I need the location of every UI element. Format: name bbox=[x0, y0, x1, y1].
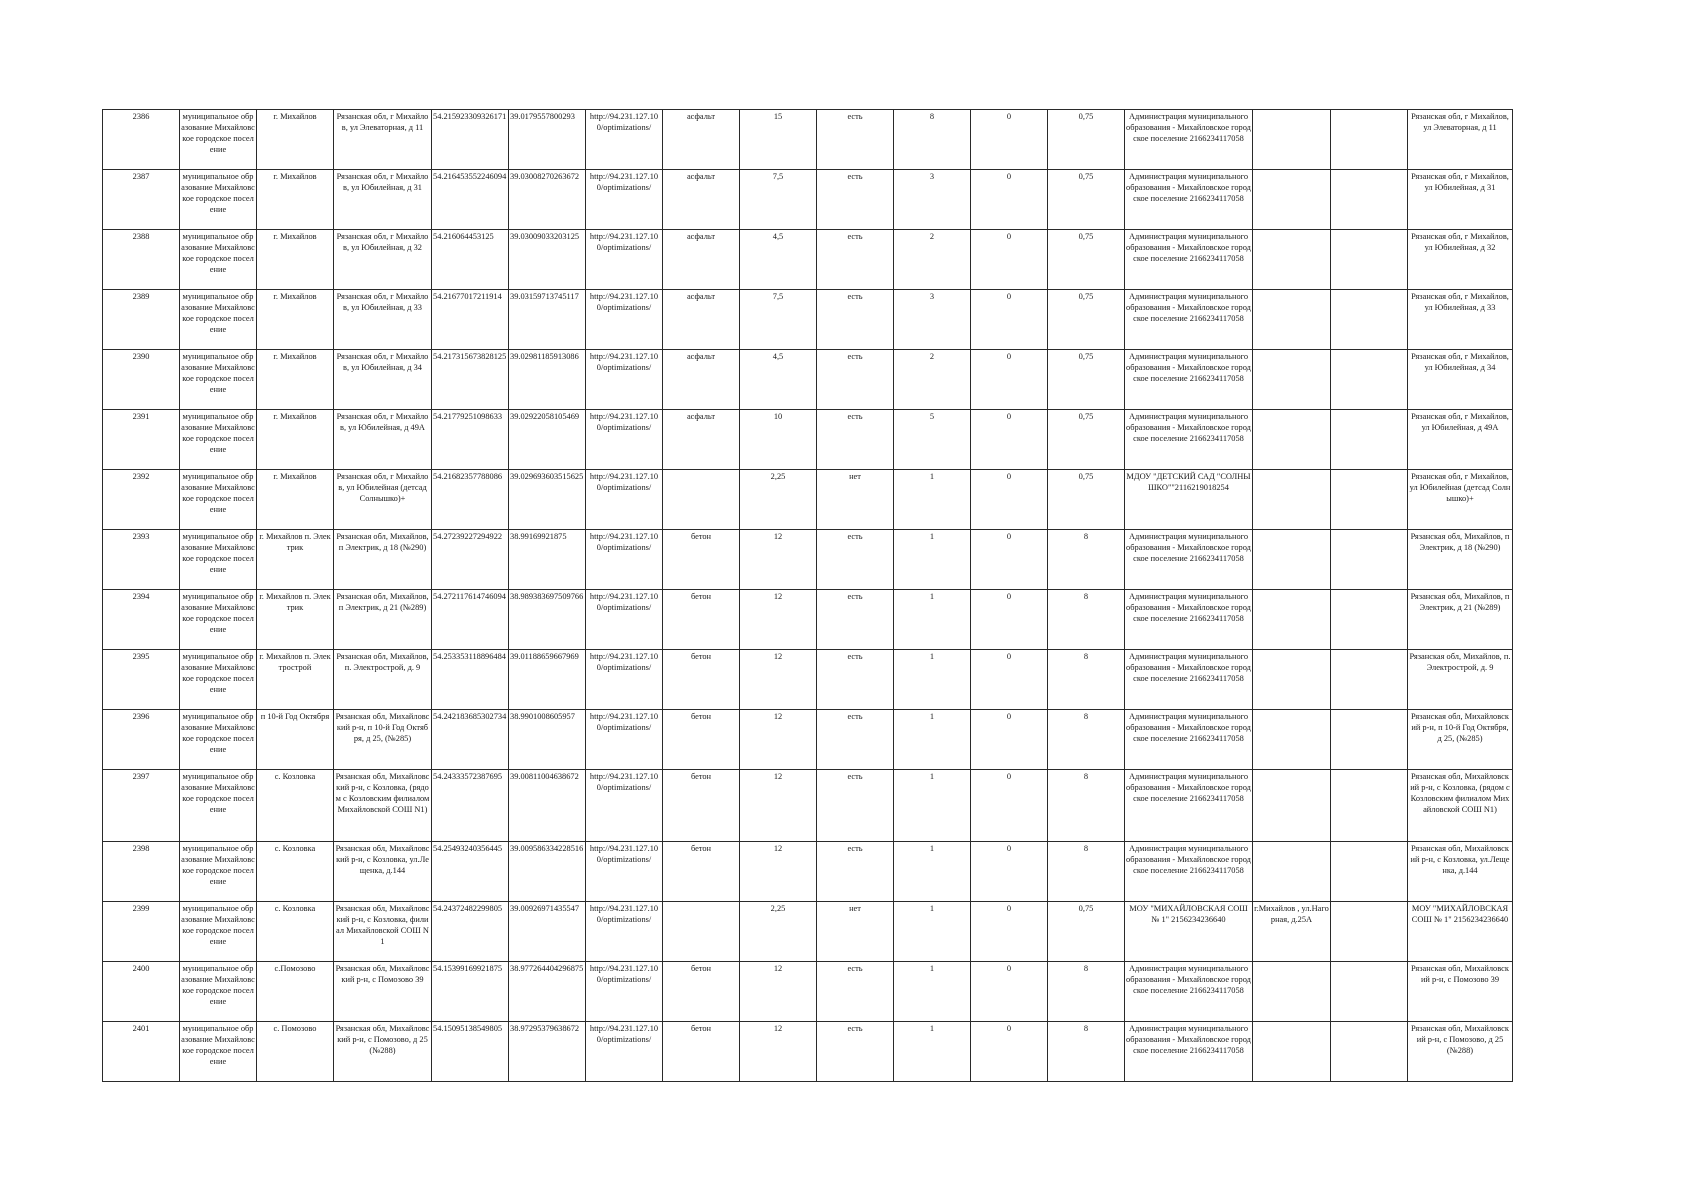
row-id-cell: 2391 bbox=[103, 410, 180, 470]
municipality-cell: муниципальное образование Михайловское городское поселение bbox=[180, 590, 257, 650]
containers-cell: 2 bbox=[894, 230, 971, 290]
longitude-cell: 39.0179557800293 bbox=[509, 110, 586, 170]
latitude-cell: 54.216453552246094 bbox=[432, 170, 509, 230]
surface-cell: асфальт bbox=[663, 290, 740, 350]
link-cell[interactable]: http://94.231.127.100/optimizations/ bbox=[586, 770, 663, 842]
area-cell: 2,25 bbox=[740, 470, 817, 530]
owner-cell: Администрация муниципального образования - Михайловское городское поселение 2166234117058 bbox=[1125, 530, 1253, 590]
owner-address-cell bbox=[1253, 530, 1331, 590]
source-cell: Рязанская обл, г Михайлов, ул Юбилейная, д 34 bbox=[1408, 350, 1513, 410]
surface-cell: бетон bbox=[663, 650, 740, 710]
owner-cell: Администрация муниципального образования - Михайловское городское поселение 2166234117058 bbox=[1125, 410, 1253, 470]
fence-cell: есть bbox=[817, 170, 894, 230]
row-id-cell: 2401 bbox=[103, 1022, 180, 1082]
table-row bbox=[103, 170, 1513, 230]
containers-planned-cell: 0 bbox=[971, 230, 1048, 290]
source-cell: Рязанская обл, г Михайлов, ул Юбилейная (детсад Солнышко)+ bbox=[1408, 470, 1513, 530]
source-cell: МОУ "МИХАЙЛОВСКАЯ СОШ № 1" 2156234236640 bbox=[1408, 902, 1513, 962]
link-cell[interactable]: http://94.231.127.100/optimizations/ bbox=[586, 1022, 663, 1082]
owner-cell: Администрация муниципального образования - Михайловское городское поселение 2166234117058 bbox=[1125, 170, 1253, 230]
containers-planned-cell: 0 bbox=[971, 902, 1048, 962]
surface-cell bbox=[663, 902, 740, 962]
volume-cell: 0,75 bbox=[1048, 410, 1125, 470]
address-cell: Рязанская обл, Михайловский р-н, с Козловка, ул.Лещенка, д.144 bbox=[334, 842, 432, 902]
longitude-cell: 39.03008270263672 bbox=[509, 170, 586, 230]
source-cell: Рязанская обл, г Михайлов, ул Юбилейная, д 32 bbox=[1408, 230, 1513, 290]
volume-cell: 8 bbox=[1048, 590, 1125, 650]
address-cell: Рязанская обл, г Михайлов, ул Юбилейная, д 33 bbox=[334, 290, 432, 350]
surface-cell: бетон bbox=[663, 962, 740, 1022]
locality-cell: г. Михайлов bbox=[257, 410, 334, 470]
surface-cell: асфальт bbox=[663, 170, 740, 230]
owner-address-cell bbox=[1253, 470, 1331, 530]
locality-cell: с. Козловка bbox=[257, 770, 334, 842]
owner-address-cell bbox=[1253, 1022, 1331, 1082]
link-cell[interactable]: http://94.231.127.100/optimizations/ bbox=[586, 530, 663, 590]
municipality-cell: муниципальное образование Михайловское городское поселение bbox=[180, 650, 257, 710]
latitude-cell: 54.272117614746094 bbox=[432, 590, 509, 650]
row-id-cell: 2392 bbox=[103, 470, 180, 530]
extra-cell bbox=[1331, 770, 1408, 842]
address-cell: Рязанская обл, Михайловский р-н, п 10-й Год Октября, д 25, (№285) bbox=[334, 710, 432, 770]
area-cell: 4,5 bbox=[740, 350, 817, 410]
longitude-cell: 38.977264404296875 bbox=[509, 962, 586, 1022]
latitude-cell: 54.215923309326171 bbox=[432, 110, 509, 170]
address-cell: Рязанская обл, г Михайлов, ул Юбилейная (детсад Солнышко)+ bbox=[334, 470, 432, 530]
row-id-cell: 2389 bbox=[103, 290, 180, 350]
owner-cell: Администрация муниципального образования - Михайловское городское поселение 2166234117058 bbox=[1125, 842, 1253, 902]
containers-cell: 5 bbox=[894, 410, 971, 470]
area-cell: 15 bbox=[740, 110, 817, 170]
row-id-cell: 2398 bbox=[103, 842, 180, 902]
fence-cell: нет bbox=[817, 902, 894, 962]
fence-cell: есть bbox=[817, 650, 894, 710]
source-cell: Рязанская обл, г Михайлов, ул Юбилейная, д 49А bbox=[1408, 410, 1513, 470]
table-row bbox=[103, 530, 1513, 590]
owner-cell: МДОУ "ДЕТСКИЙ САД "СОЛНЫШКО""2116219018254 bbox=[1125, 470, 1253, 530]
area-cell: 2,25 bbox=[740, 902, 817, 962]
locality-cell: г. Михайлов bbox=[257, 470, 334, 530]
address-cell: Рязанская обл, Михайловский р-н, с Козловка, (рядом с Козловским филиалом Михайловской СОШ N1) bbox=[334, 770, 432, 842]
owner-address-cell bbox=[1253, 842, 1331, 902]
source-cell: Рязанская обл, г Михайлов, ул Юбилейная, д 31 bbox=[1408, 170, 1513, 230]
table-row bbox=[103, 650, 1513, 710]
registry-table bbox=[102, 109, 1513, 1082]
table-row bbox=[103, 770, 1513, 842]
row-id-cell: 2390 bbox=[103, 350, 180, 410]
extra-cell bbox=[1331, 110, 1408, 170]
containers-cell: 1 bbox=[894, 770, 971, 842]
area-cell: 12 bbox=[740, 770, 817, 842]
address-cell: Рязанская обл, Михайлов, п. Электрострой, д. 9 bbox=[334, 650, 432, 710]
fence-cell: есть bbox=[817, 110, 894, 170]
municipality-cell: муниципальное образование Михайловское городское поселение bbox=[180, 110, 257, 170]
municipality-cell: муниципальное образование Михайловское городское поселение bbox=[180, 770, 257, 842]
containers-planned-cell: 0 bbox=[971, 350, 1048, 410]
latitude-cell: 54.25493240356445 bbox=[432, 842, 509, 902]
containers-planned-cell: 0 bbox=[971, 650, 1048, 710]
area-cell: 12 bbox=[740, 962, 817, 1022]
containers-cell: 8 bbox=[894, 110, 971, 170]
volume-cell: 8 bbox=[1048, 710, 1125, 770]
fence-cell: есть bbox=[817, 1022, 894, 1082]
containers-planned-cell: 0 bbox=[971, 770, 1048, 842]
locality-cell: с. Помозово bbox=[257, 1022, 334, 1082]
address-cell: Рязанская обл, Михайловский р-н, с Козловка, филиал Михайловской СОШ N1 bbox=[334, 902, 432, 962]
address-cell: Рязанская обл, Михайлов, п Электрик, д 21 (№289) bbox=[334, 590, 432, 650]
source-cell: Рязанская обл, Михайлов, п Электрик, д 21 (№289) bbox=[1408, 590, 1513, 650]
latitude-cell: 54.27239227294922 bbox=[432, 530, 509, 590]
containers-planned-cell: 0 bbox=[971, 1022, 1048, 1082]
volume-cell: 0,75 bbox=[1048, 110, 1125, 170]
surface-cell: асфальт bbox=[663, 350, 740, 410]
containers-cell: 1 bbox=[894, 650, 971, 710]
extra-cell bbox=[1331, 410, 1408, 470]
link-cell[interactable]: http://94.231.127.100/optimizations/ bbox=[586, 962, 663, 1022]
municipality-cell: муниципальное образование Михайловское городское поселение bbox=[180, 170, 257, 230]
volume-cell: 0,75 bbox=[1048, 350, 1125, 410]
volume-cell: 8 bbox=[1048, 842, 1125, 902]
fence-cell: есть bbox=[817, 590, 894, 650]
surface-cell: бетон bbox=[663, 590, 740, 650]
link-cell[interactable]: http://94.231.127.100/optimizations/ bbox=[586, 650, 663, 710]
source-cell: Рязанская обл, г Михайлов, ул Юбилейная, д 33 bbox=[1408, 290, 1513, 350]
latitude-cell: 54.15399169921875 bbox=[432, 962, 509, 1022]
owner-cell: Администрация муниципального образования - Михайловское городское поселение 2166234117058 bbox=[1125, 710, 1253, 770]
link-cell[interactable]: http://94.231.127.100/optimizations/ bbox=[586, 110, 663, 170]
locality-cell: г. Михайлов bbox=[257, 170, 334, 230]
volume-cell: 8 bbox=[1048, 770, 1125, 842]
containers-cell: 1 bbox=[894, 710, 971, 770]
table-row bbox=[103, 110, 1513, 170]
link-cell[interactable]: http://94.231.127.100/optimizations/ bbox=[586, 842, 663, 902]
address-cell: Рязанская обл, г Михайлов, ул Юбилейная, д 31 bbox=[334, 170, 432, 230]
owner-address-cell bbox=[1253, 590, 1331, 650]
area-cell: 4,5 bbox=[740, 230, 817, 290]
owner-address-cell bbox=[1253, 650, 1331, 710]
link-cell[interactable]: http://94.231.127.100/optimizations/ bbox=[586, 410, 663, 470]
locality-cell: г. Михайлов bbox=[257, 290, 334, 350]
link-cell[interactable]: http://94.231.127.100/optimizations/ bbox=[586, 902, 663, 962]
row-id-cell: 2399 bbox=[103, 902, 180, 962]
municipality-cell: муниципальное образование Михайловское городское поселение bbox=[180, 962, 257, 1022]
link-cell[interactable]: http://94.231.127.100/optimizations/ bbox=[586, 470, 663, 530]
table-row bbox=[103, 710, 1513, 770]
table-row bbox=[103, 962, 1513, 1022]
extra-cell bbox=[1331, 530, 1408, 590]
latitude-cell: 54.24333572387695 bbox=[432, 770, 509, 842]
area-cell: 12 bbox=[740, 590, 817, 650]
volume-cell: 8 bbox=[1048, 650, 1125, 710]
owner-address-cell bbox=[1253, 110, 1331, 170]
fence-cell: есть bbox=[817, 530, 894, 590]
municipality-cell: муниципальное образование Михайловское городское поселение bbox=[180, 350, 257, 410]
municipality-cell: муниципальное образование Михайловское городское поселение bbox=[180, 230, 257, 290]
source-cell: Рязанская обл, Михайловский р-н, с Помозово, д 25 (№288) bbox=[1408, 1022, 1513, 1082]
latitude-cell: 54.24372482299805 bbox=[432, 902, 509, 962]
containers-planned-cell: 0 bbox=[971, 110, 1048, 170]
link-cell[interactable]: http://94.231.127.100/optimizations/ bbox=[586, 170, 663, 230]
row-id-cell: 2397 bbox=[103, 770, 180, 842]
surface-cell: асфальт bbox=[663, 410, 740, 470]
table-row bbox=[103, 1022, 1513, 1082]
municipality-cell: муниципальное образование Михайловское городское поселение bbox=[180, 290, 257, 350]
containers-cell: 1 bbox=[894, 1022, 971, 1082]
extra-cell bbox=[1331, 710, 1408, 770]
latitude-cell: 54.15095138549805 bbox=[432, 1022, 509, 1082]
area-cell: 12 bbox=[740, 842, 817, 902]
containers-planned-cell: 0 bbox=[971, 710, 1048, 770]
owner-cell: Администрация муниципального образования - Михайловское городское поселение 2166234117058 bbox=[1125, 350, 1253, 410]
volume-cell: 0,75 bbox=[1048, 230, 1125, 290]
extra-cell bbox=[1331, 470, 1408, 530]
volume-cell: 8 bbox=[1048, 1022, 1125, 1082]
municipality-cell: муниципальное образование Михайловское городское поселение bbox=[180, 410, 257, 470]
surface-cell: асфальт bbox=[663, 110, 740, 170]
fence-cell: есть bbox=[817, 842, 894, 902]
surface-cell: асфальт bbox=[663, 230, 740, 290]
municipality-cell: муниципальное образование Михайловское городское поселение bbox=[180, 902, 257, 962]
longitude-cell: 39.00926971435547 bbox=[509, 902, 586, 962]
containers-planned-cell: 0 bbox=[971, 470, 1048, 530]
containers-cell: 1 bbox=[894, 590, 971, 650]
surface-cell: бетон bbox=[663, 842, 740, 902]
containers-planned-cell: 0 bbox=[971, 842, 1048, 902]
longitude-cell: 38.9901008605957 bbox=[509, 710, 586, 770]
containers-cell: 3 bbox=[894, 290, 971, 350]
extra-cell bbox=[1331, 842, 1408, 902]
link-cell[interactable]: http://94.231.127.100/optimizations/ bbox=[586, 290, 663, 350]
fence-cell: есть bbox=[817, 770, 894, 842]
surface-cell bbox=[663, 470, 740, 530]
containers-planned-cell: 0 bbox=[971, 410, 1048, 470]
table-row bbox=[103, 590, 1513, 650]
extra-cell bbox=[1331, 1022, 1408, 1082]
owner-address-cell bbox=[1253, 230, 1331, 290]
extra-cell bbox=[1331, 902, 1408, 962]
table-row bbox=[103, 902, 1513, 962]
volume-cell: 8 bbox=[1048, 962, 1125, 1022]
owner-cell: Администрация муниципального образования - Михайловское городское поселение 2166234117058 bbox=[1125, 650, 1253, 710]
extra-cell bbox=[1331, 290, 1408, 350]
owner-cell: Администрация муниципального образования - Михайловское городское поселение 2166234117058 bbox=[1125, 230, 1253, 290]
latitude-cell: 54.253353118896484 bbox=[432, 650, 509, 710]
surface-cell: бетон bbox=[663, 710, 740, 770]
longitude-cell: 39.03159713745117 bbox=[509, 290, 586, 350]
owner-address-cell bbox=[1253, 350, 1331, 410]
area-cell: 7,5 bbox=[740, 290, 817, 350]
volume-cell: 0,75 bbox=[1048, 470, 1125, 530]
row-id-cell: 2394 bbox=[103, 590, 180, 650]
table-row bbox=[103, 350, 1513, 410]
owner-cell: МОУ "МИХАЙЛОВСКАЯ СОШ № 1" 2156234236640 bbox=[1125, 902, 1253, 962]
owner-address-cell bbox=[1253, 170, 1331, 230]
owner-cell: Администрация муниципального образования - Михайловское городское поселение 2166234117058 bbox=[1125, 290, 1253, 350]
surface-cell: бетон bbox=[663, 770, 740, 842]
containers-cell: 2 bbox=[894, 350, 971, 410]
locality-cell: г. Михайлов bbox=[257, 230, 334, 290]
address-cell: Рязанская обл, Михайловский р-н, с Помозово, д 25 (№288) bbox=[334, 1022, 432, 1082]
municipality-cell: муниципальное образование Михайловское городское поселение bbox=[180, 842, 257, 902]
longitude-cell: 39.009586334228516 bbox=[509, 842, 586, 902]
latitude-cell: 54.21682357788086 bbox=[432, 470, 509, 530]
containers-planned-cell: 0 bbox=[971, 530, 1048, 590]
area-cell: 12 bbox=[740, 530, 817, 590]
link-cell[interactable]: http://94.231.127.100/optimizations/ bbox=[586, 590, 663, 650]
longitude-cell: 39.029693603515625 bbox=[509, 470, 586, 530]
source-cell: Рязанская обл, Михайловский р-н, с Помозово 39 bbox=[1408, 962, 1513, 1022]
fence-cell: есть bbox=[817, 410, 894, 470]
source-cell: Рязанская обл, Михайловский р-н, с Козловка, ул.Лещенка, д.144 bbox=[1408, 842, 1513, 902]
fence-cell: есть bbox=[817, 710, 894, 770]
owner-address-cell bbox=[1253, 962, 1331, 1022]
locality-cell: г. Михайлов п. Электрик bbox=[257, 590, 334, 650]
longitude-cell: 39.00811004638672 bbox=[509, 770, 586, 842]
fence-cell: нет bbox=[817, 470, 894, 530]
address-cell: Рязанская обл, г Михайлов, ул Юбилейная, д 49А bbox=[334, 410, 432, 470]
extra-cell bbox=[1331, 170, 1408, 230]
owner-cell: Администрация муниципального образования - Михайловское городское поселение 2166234117058 bbox=[1125, 110, 1253, 170]
extra-cell bbox=[1331, 590, 1408, 650]
municipality-cell: муниципальное образование Михайловское городское поселение bbox=[180, 530, 257, 590]
containers-cell: 1 bbox=[894, 902, 971, 962]
longitude-cell: 39.02922058105469 bbox=[509, 410, 586, 470]
surface-cell: бетон bbox=[663, 530, 740, 590]
owner-cell: Администрация муниципального образования - Михайловское городское поселение 2166234117058 bbox=[1125, 1022, 1253, 1082]
source-cell: Рязанская обл, г Михайлов, ул Элеваторная, д 11 bbox=[1408, 110, 1513, 170]
fence-cell: есть bbox=[817, 962, 894, 1022]
locality-cell: п 10-й Год Октября bbox=[257, 710, 334, 770]
owner-address-cell bbox=[1253, 770, 1331, 842]
volume-cell: 0,75 bbox=[1048, 290, 1125, 350]
municipality-cell: муниципальное образование Михайловское городское поселение bbox=[180, 1022, 257, 1082]
containers-planned-cell: 0 bbox=[971, 290, 1048, 350]
extra-cell bbox=[1331, 230, 1408, 290]
address-cell: Рязанская обл, Михайлов, п Электрик, д 18 (№290) bbox=[334, 530, 432, 590]
locality-cell: с. Козловка bbox=[257, 842, 334, 902]
row-id-cell: 2395 bbox=[103, 650, 180, 710]
longitude-cell: 38.97295379638672 bbox=[509, 1022, 586, 1082]
locality-cell: г. Михайлов bbox=[257, 110, 334, 170]
source-cell: Рязанская обл, Михайловский р-н, с Козловка, (рядом с Козловским филиалом Михайловской СОШ N1) bbox=[1408, 770, 1513, 842]
latitude-cell: 54.216064453125 bbox=[432, 230, 509, 290]
table-row bbox=[103, 470, 1513, 530]
owner-cell: Администрация муниципального образования - Михайловское городское поселение 2166234117058 bbox=[1125, 770, 1253, 842]
containers-planned-cell: 0 bbox=[971, 962, 1048, 1022]
address-cell: Рязанская обл, Михайловский р-н, с Помозово 39 bbox=[334, 962, 432, 1022]
locality-cell: г. Михайлов bbox=[257, 350, 334, 410]
fence-cell: есть bbox=[817, 230, 894, 290]
locality-cell: г. Михайлов п. Электрострой bbox=[257, 650, 334, 710]
longitude-cell: 38.99169921875 bbox=[509, 530, 586, 590]
table-row bbox=[103, 410, 1513, 470]
latitude-cell: 54.21779251098633 bbox=[432, 410, 509, 470]
longitude-cell: 38.989383697509766 bbox=[509, 590, 586, 650]
area-cell: 10 bbox=[740, 410, 817, 470]
address-cell: Рязанская обл, г Михайлов, ул Элеваторная, д 11 bbox=[334, 110, 432, 170]
volume-cell: 0,75 bbox=[1048, 170, 1125, 230]
longitude-cell: 39.01188659667969 bbox=[509, 650, 586, 710]
area-cell: 12 bbox=[740, 650, 817, 710]
table-row bbox=[103, 842, 1513, 902]
owner-address-cell bbox=[1253, 710, 1331, 770]
containers-cell: 1 bbox=[894, 842, 971, 902]
fence-cell: есть bbox=[817, 350, 894, 410]
row-id-cell: 2396 bbox=[103, 710, 180, 770]
locality-cell: с. Козловка bbox=[257, 902, 334, 962]
surface-cell: бетон bbox=[663, 1022, 740, 1082]
containers-planned-cell: 0 bbox=[971, 590, 1048, 650]
extra-cell bbox=[1331, 350, 1408, 410]
address-cell: Рязанская обл, г Михайлов, ул Юбилейная, д 32 bbox=[334, 230, 432, 290]
link-cell[interactable]: http://94.231.127.100/optimizations/ bbox=[586, 230, 663, 290]
area-cell: 7,5 bbox=[740, 170, 817, 230]
row-id-cell: 2393 bbox=[103, 530, 180, 590]
municipality-cell: муниципальное образование Михайловское городское поселение bbox=[180, 710, 257, 770]
fence-cell: есть bbox=[817, 290, 894, 350]
locality-cell: с.Помозово bbox=[257, 962, 334, 1022]
containers-cell: 1 bbox=[894, 530, 971, 590]
source-cell: Рязанская обл, Михайлов, п. Электрострой, д. 9 bbox=[1408, 650, 1513, 710]
area-cell: 12 bbox=[740, 1022, 817, 1082]
owner-cell: Администрация муниципального образования - Михайловское городское поселение 2166234117058 bbox=[1125, 962, 1253, 1022]
latitude-cell: 54.21677017211914 bbox=[432, 290, 509, 350]
containers-planned-cell: 0 bbox=[971, 170, 1048, 230]
source-cell: Рязанская обл, Михайлов, п Электрик, д 18 (№290) bbox=[1408, 530, 1513, 590]
extra-cell bbox=[1331, 650, 1408, 710]
table-row bbox=[103, 230, 1513, 290]
extra-cell bbox=[1331, 962, 1408, 1022]
area-cell: 12 bbox=[740, 710, 817, 770]
address-cell: Рязанская обл, г Михайлов, ул Юбилейная, д 34 bbox=[334, 350, 432, 410]
latitude-cell: 54.217315673828125 bbox=[432, 350, 509, 410]
volume-cell: 0,75 bbox=[1048, 902, 1125, 962]
locality-cell: г. Михайлов п. Электрик bbox=[257, 530, 334, 590]
volume-cell: 8 bbox=[1048, 530, 1125, 590]
row-id-cell: 2387 bbox=[103, 170, 180, 230]
source-cell: Рязанская обл, Михайловский р-н, п 10-й Год Октября, д 25, (№285) bbox=[1408, 710, 1513, 770]
longitude-cell: 39.02981185913086 bbox=[509, 350, 586, 410]
table-row bbox=[103, 290, 1513, 350]
owner-cell: Администрация муниципального образования - Михайловское городское поселение 2166234117058 bbox=[1125, 590, 1253, 650]
row-id-cell: 2400 bbox=[103, 962, 180, 1022]
row-id-cell: 2386 bbox=[103, 110, 180, 170]
owner-address-cell bbox=[1253, 410, 1331, 470]
latitude-cell: 54.242183685302734 bbox=[432, 710, 509, 770]
municipality-cell: муниципальное образование Михайловское городское поселение bbox=[180, 470, 257, 530]
row-id-cell: 2388 bbox=[103, 230, 180, 290]
longitude-cell: 39.03009033203125 bbox=[509, 230, 586, 290]
link-cell[interactable]: http://94.231.127.100/optimizations/ bbox=[586, 710, 663, 770]
containers-cell: 1 bbox=[894, 962, 971, 1022]
containers-cell: 1 bbox=[894, 470, 971, 530]
owner-address-cell bbox=[1253, 290, 1331, 350]
link-cell[interactable]: http://94.231.127.100/optimizations/ bbox=[586, 350, 663, 410]
owner-address-cell: г.Михайлов , ул.Нагорная, д.25А bbox=[1253, 902, 1331, 962]
containers-cell: 3 bbox=[894, 170, 971, 230]
